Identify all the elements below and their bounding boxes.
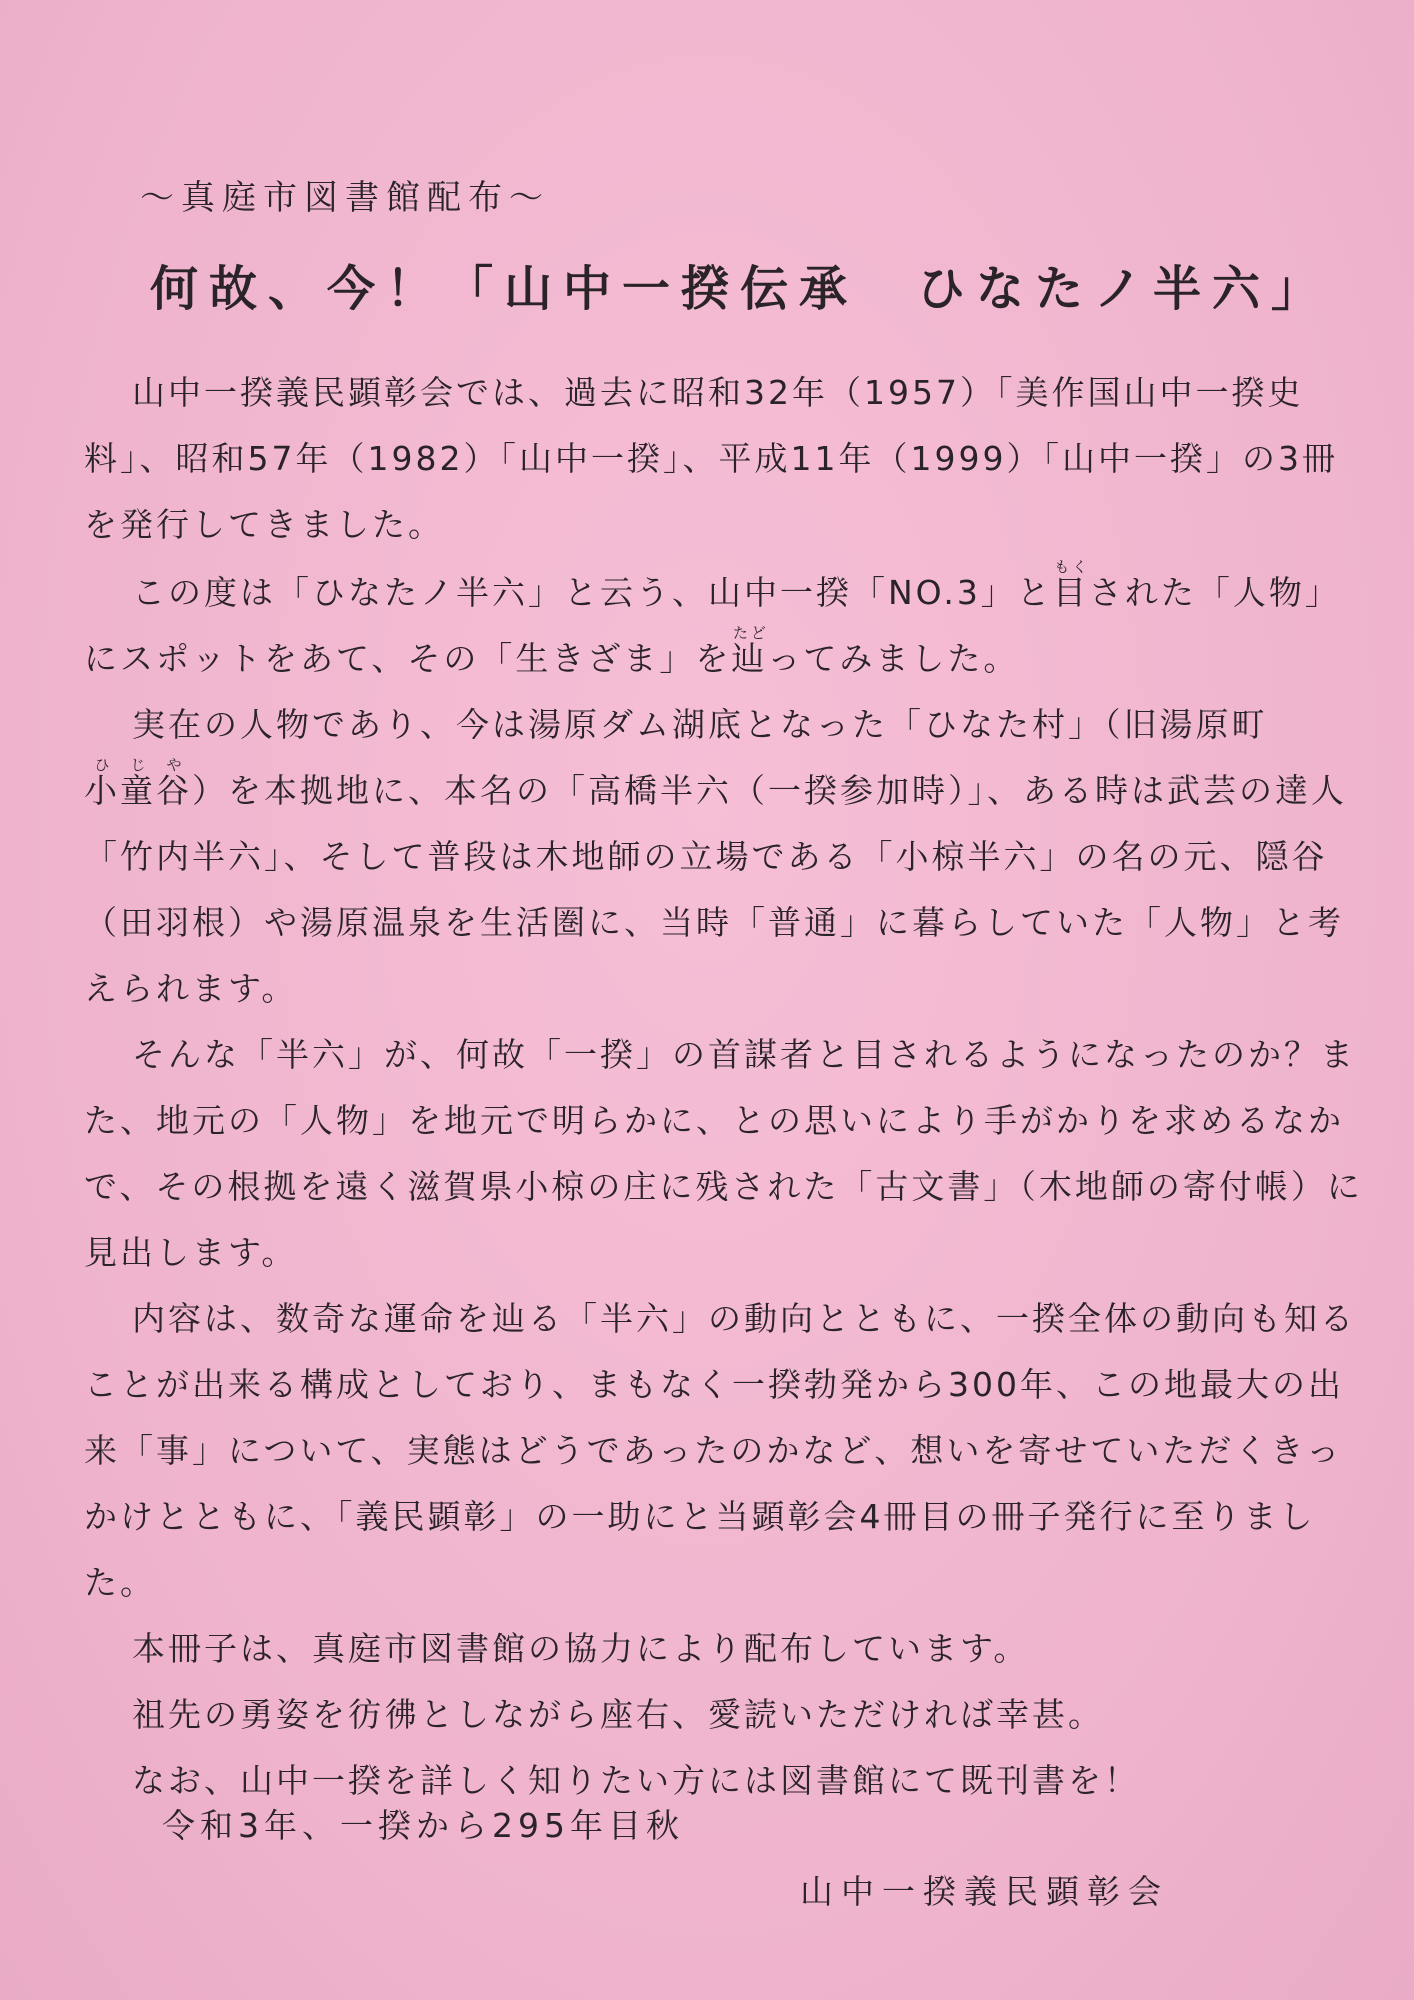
paragraph-intro-part2: された「人物」にスポットをあて、その「生きざま」を: [84, 573, 1341, 678]
paragraph-wish: 祖先の勇姿を彷彿としながら座右、愛読いただければ幸甚。: [132, 1695, 1104, 1734]
paragraph-person: [84, 692, 1364, 1022]
distribution-heading: ～真庭市図書館配布～: [140, 178, 550, 218]
date-line: 令和3年、一揆から295年目秋: [162, 1806, 684, 1845]
ruby-moku-base: 目: [1052, 573, 1089, 612]
paragraph-person-part2: ）を本拠地に、本名の「高橋半六（一揆参加時）」、ある時は武芸の達人「竹内半六」、そして普段は木地師の立場である「小椋半六」の名の元、隠谷（田羽根）や湯原温泉を生活圏に、当時「普通」に暮らしていた「人物」と考えられます。: [84, 771, 1347, 1008]
paragraph-content: 内容は、数奇な運命を辿る「半六」の動向とともに、一揆全体の動向も知ることが出来る構成としており、まもなく一揆勃発から300年、この地最大の出来「事」について、実態はどうであったのかなど、想いを寄せていただくきっかけとともに、「義民顕彰」の一助にと当顕彰会4冊目の冊子発行に至りました。: [84, 1299, 1356, 1602]
paragraph-history: 山中一揆義民顕彰会では、過去に昭和32年（1957）「美作国山中一揆史料」、昭和57年（1982）「山中一揆」、平成11年（1999）「山中一揆」の3冊を発行してきました。: [84, 373, 1338, 544]
ruby-hijiya: [84, 756, 192, 810]
paragraph-intro: [84, 558, 1364, 692]
paragraph-person-part1: 実在の人物であり、今は湯原ダム湖底となった「ひなた村」（旧湯原町: [132, 705, 1268, 744]
ruby-tado: [731, 624, 768, 678]
ruby-moku-reading: もく: [1052, 558, 1089, 576]
body-text: [84, 360, 1364, 1814]
ruby-tado-reading: たど: [731, 624, 768, 642]
paragraph-question: そんな「半六」が、何故「一揆」の首謀者と目されるようになったのか？また、地元の「人物」を地元で明らかに、との思いにより手がかりを求めるなかで、その根拠を遠く滋賀県小椋の庄に残された「古文書」（木地師の寄付帳）に見出します。: [84, 1035, 1363, 1272]
document-title: 何故、今！「山中一揆伝承 ひなたノ半六」: [150, 261, 1331, 317]
ruby-moku: [1052, 558, 1089, 612]
paragraph-intro-part3: ってみました。: [767, 639, 1020, 678]
paragraph-library: なお、山中一揆を詳しく知りたい方には図書館にて既刊書を！: [132, 1761, 1140, 1800]
paragraph-intro-part1: この度は「ひなたノ半六」と云う、山中一揆「NO.3」と: [132, 573, 1053, 612]
signature: 山中一揆義民顕彰会: [800, 1872, 1169, 1911]
ruby-hijiya-reading: ひじや: [84, 756, 192, 774]
paragraph-distribution: 本冊子は、真庭市図書館の協力により配布しています。: [132, 1629, 1030, 1668]
ruby-tado-base: 辿: [731, 639, 768, 678]
ruby-hijiya-base: 小童谷: [84, 771, 192, 810]
